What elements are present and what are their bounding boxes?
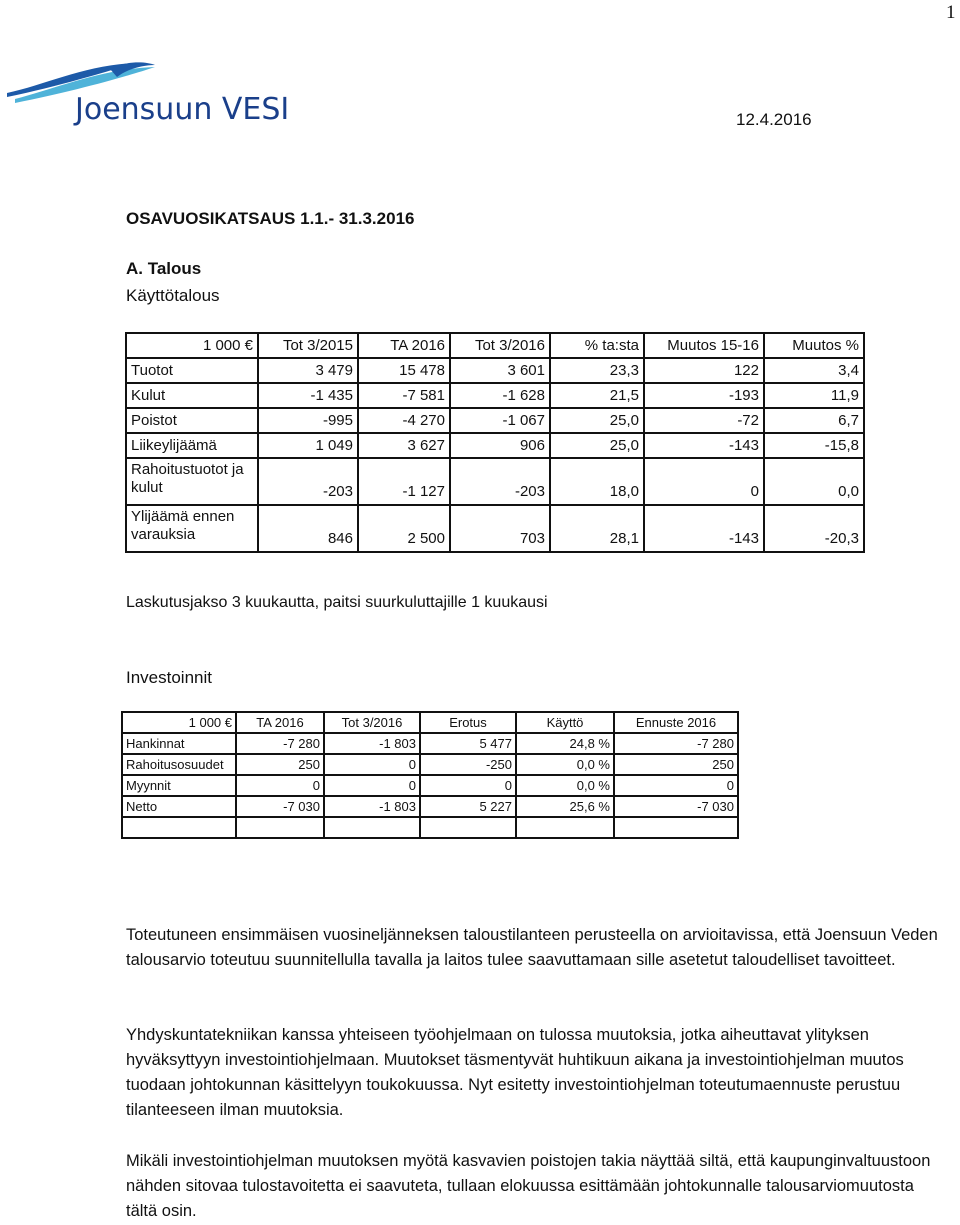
table-cell: -1 127 [358, 458, 450, 505]
row-label: Kulut [126, 383, 258, 408]
table-cell: 25,0 [550, 408, 644, 433]
table-cell: -1 803 [324, 796, 420, 817]
table-row-empty [122, 817, 738, 838]
table-cell: -250 [420, 754, 516, 775]
table-cell: -72 [644, 408, 764, 433]
table-cell: 250 [236, 754, 324, 775]
table-cell: 0 [324, 754, 420, 775]
investment-title: Investoinnit [126, 668, 212, 687]
table-cell: 0,0 % [516, 775, 614, 796]
table-cell: -1 628 [450, 383, 550, 408]
table-cell: 703 [450, 505, 550, 552]
investment-table [121, 711, 739, 839]
table-cell: 18,0 [550, 458, 644, 505]
table-cell: 25,6 % [516, 796, 614, 817]
table-cell: 15 478 [358, 358, 450, 383]
table-cell: 0 [324, 775, 420, 796]
table-cell: 28,1 [550, 505, 644, 552]
table-cell: 1 049 [258, 433, 358, 458]
table-cell: 5 227 [420, 796, 516, 817]
table-cell: 0 [614, 775, 738, 796]
paragraph [126, 1149, 946, 1224]
table-cell: -7 581 [358, 383, 450, 408]
table-cell: 24,8 % [516, 733, 614, 754]
table-cell [236, 817, 324, 838]
table-cell: -995 [258, 408, 358, 433]
operating-budget-table [125, 332, 865, 553]
column-header: Tot 3/2015 [258, 333, 358, 358]
row-label: Liikeylijäämä [126, 433, 258, 458]
table-cell: -20,3 [764, 505, 864, 552]
table-cell: 906 [450, 433, 550, 458]
table-cell: 3,4 [764, 358, 864, 383]
column-header: Tot 3/2016 [324, 712, 420, 733]
table-cell [516, 817, 614, 838]
section-title: A. Talous [126, 259, 202, 278]
column-header: Erotus [420, 712, 516, 733]
column-header: Ennuste 2016 [614, 712, 738, 733]
row-label: Ylijäämä ennen varauksia [126, 505, 258, 552]
row-label: Hankinnat [122, 733, 236, 754]
row-label: Poistot [126, 408, 258, 433]
table-cell: -1 803 [324, 733, 420, 754]
table-cell: -1 067 [450, 408, 550, 433]
table-cell: 250 [614, 754, 738, 775]
table-cell: 846 [258, 505, 358, 552]
table-cell [420, 817, 516, 838]
table-cell: 11,9 [764, 383, 864, 408]
logo-text: Joensuun VESI [75, 92, 290, 127]
table-row [126, 408, 864, 433]
table-cell: 5 477 [420, 733, 516, 754]
table-row [122, 775, 738, 796]
table-cell: 21,5 [550, 383, 644, 408]
column-header: Muutos 15-16 [644, 333, 764, 358]
table-cell: 23,3 [550, 358, 644, 383]
billing-note: Laskutusjakso 3 kuukautta, paitsi suurkuluttajille 1 kuukausi [126, 594, 548, 611]
table-cell: 0 [420, 775, 516, 796]
table-cell: -143 [644, 433, 764, 458]
column-header: % ta:sta [550, 333, 644, 358]
row-label: Rahoitusosuudet [122, 754, 236, 775]
table-cell [122, 817, 236, 838]
document-date: 12.4.2016 [736, 110, 812, 129]
table-row [122, 733, 738, 754]
table-cell: 122 [644, 358, 764, 383]
table-cell: -15,8 [764, 433, 864, 458]
table-row [122, 796, 738, 817]
logo-waves-icon [5, 55, 290, 127]
paragraph-text: Mikäli investointiohjelman muutoksen myötä kasvavien poistojen takia näyttää siltä, että kaupunginvaltuustoon nähden sitovaa tulostavoitetta ei saavuteta, tullaan elokuussa esittämään johtokunnalle talousarviomuutosta tältä osin. [126, 1152, 931, 1220]
column-header: Käyttö [516, 712, 614, 733]
subsection-title: Käyttötalous [126, 286, 220, 305]
table-cell: 2 500 [358, 505, 450, 552]
table-row [126, 458, 864, 505]
paragraph [126, 1023, 946, 1123]
table-cell: 6,7 [764, 408, 864, 433]
table-row [126, 433, 864, 458]
column-header: 1 000 € [122, 712, 236, 733]
table-cell: -7 030 [614, 796, 738, 817]
table-cell: -7 280 [614, 733, 738, 754]
table-cell [324, 817, 420, 838]
company-logo [5, 55, 290, 127]
row-label: Netto [122, 796, 236, 817]
table-header-row [126, 333, 864, 358]
table-cell [614, 817, 738, 838]
table-cell: -7 030 [236, 796, 324, 817]
table-cell: 0 [644, 458, 764, 505]
table-cell: -203 [450, 458, 550, 505]
table-cell: 0,0 [764, 458, 864, 505]
column-header: 1 000 € [126, 333, 258, 358]
row-label: Myynnit [122, 775, 236, 796]
report-title: OSAVUOSIKATSAUS 1.1.- 31.3.2016 [126, 209, 415, 228]
table-cell: -1 435 [258, 383, 358, 408]
table-row [122, 754, 738, 775]
column-header: Tot 3/2016 [450, 333, 550, 358]
column-header: TA 2016 [236, 712, 324, 733]
table-cell: 3 627 [358, 433, 450, 458]
table-cell: -143 [644, 505, 764, 552]
table-cell: 0 [236, 775, 324, 796]
table-row [126, 505, 864, 552]
table-row [126, 358, 864, 383]
table-cell: -193 [644, 383, 764, 408]
page-number: 1 [946, 2, 956, 23]
table-header-row [122, 712, 738, 733]
row-label: Tuotot [126, 358, 258, 383]
table-cell: -4 270 [358, 408, 450, 433]
paragraph-text: Yhdyskuntatekniikan kanssa yhteiseen työohjelmaan on tulossa muutoksia, jotka aiheuttavat ylityksen hyväksyttyyn investointiohjelmaan. Muutokset täsmentyvät huhtikuun aikana ja investointiohjelman muutos tuodaan johtokunnan käsittelyyn toukokuussa. Nyt esitetty investointiohjelman toteutumaennuste perustuu tilanteeseen ilman muutoksia. [126, 1026, 904, 1119]
column-header: Muutos % [764, 333, 864, 358]
table-cell: 0,0 % [516, 754, 614, 775]
column-header: TA 2016 [358, 333, 450, 358]
paragraph [126, 923, 946, 973]
table-cell: -203 [258, 458, 358, 505]
table-cell: 3 479 [258, 358, 358, 383]
table-cell: 25,0 [550, 433, 644, 458]
paragraph-text: Toteutuneen ensimmäisen vuosineljänneksen taloustilanteen perusteella on arvioitavissa, että Joensuun Veden talousarvio toteutuu suunnitellulla tavalla ja laitos tulee saavuttamaan sille asetetut taloudelliset tavoitteet. [126, 926, 938, 969]
table-cell: 3 601 [450, 358, 550, 383]
row-label: Rahoitustuotot ja kulut [126, 458, 258, 505]
table-row [126, 383, 864, 408]
table-cell: -7 280 [236, 733, 324, 754]
